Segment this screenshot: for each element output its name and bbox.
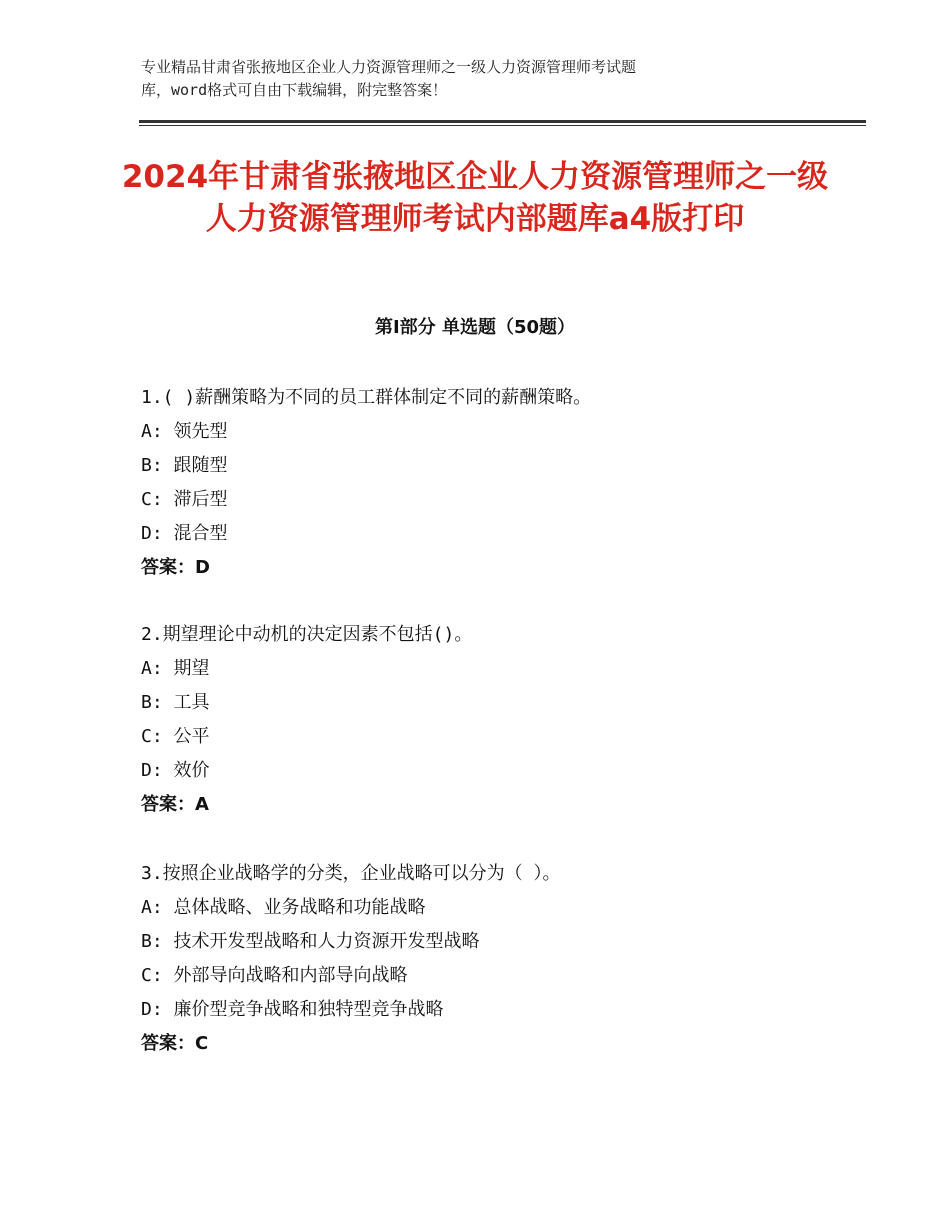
header-rule-thin [139,125,866,126]
header-note [141,56,781,102]
question-stem: 3.按照企业战略学的分类，企业战略可以分为（ ）。 [141,863,561,884]
option-c: C: 公平 [141,726,210,747]
question-3 [141,857,841,1061]
answer: 答案：A [141,794,209,815]
option-c: C: 滞后型 [141,489,228,510]
question-2 [141,618,841,822]
option-b: B: 技术开发型战略和人力资源开发型战略 [141,931,480,952]
header-note-line-2: 库，word格式可自由下载编辑，附完整答案！ [141,81,448,99]
option-a: A: 总体战略、业务战略和功能战略 [141,897,426,918]
option-a: A: 领先型 [141,421,228,442]
section-heading: 第Ⅰ部分 单选题（50题） [374,317,575,338]
option-b: B: 跟随型 [141,455,228,476]
option-d: D: 廉价型竞争战略和独特型竞争战略 [141,999,444,1020]
answer: 答案：C [141,1033,209,1054]
option-d: D: 效价 [141,760,210,781]
header-note-line-1: 专业精品甘肃省张掖地区企业人力资源管理师之一级人力资源管理师考试题 [141,58,637,76]
option-c: C: 外部导向战略和内部导向战略 [141,965,408,986]
answer: 答案：D [141,557,210,578]
question-1 [141,381,841,585]
header-rule-thick [139,120,866,123]
question-stem: 1.( )薪酬策略为不同的员工群体制定不同的薪酬策略。 [141,387,592,408]
option-b: B: 工具 [141,692,210,713]
option-d: D: 混合型 [141,523,228,544]
document-title: 2024年甘肃省张掖地区企业人力资源管理师之一级人力资源管理师考试内部题库a4版打印 [121,159,829,237]
option-a: A: 期望 [141,658,210,679]
question-stem: 2.期望理论中动机的决定因素不包括()。 [141,624,473,645]
